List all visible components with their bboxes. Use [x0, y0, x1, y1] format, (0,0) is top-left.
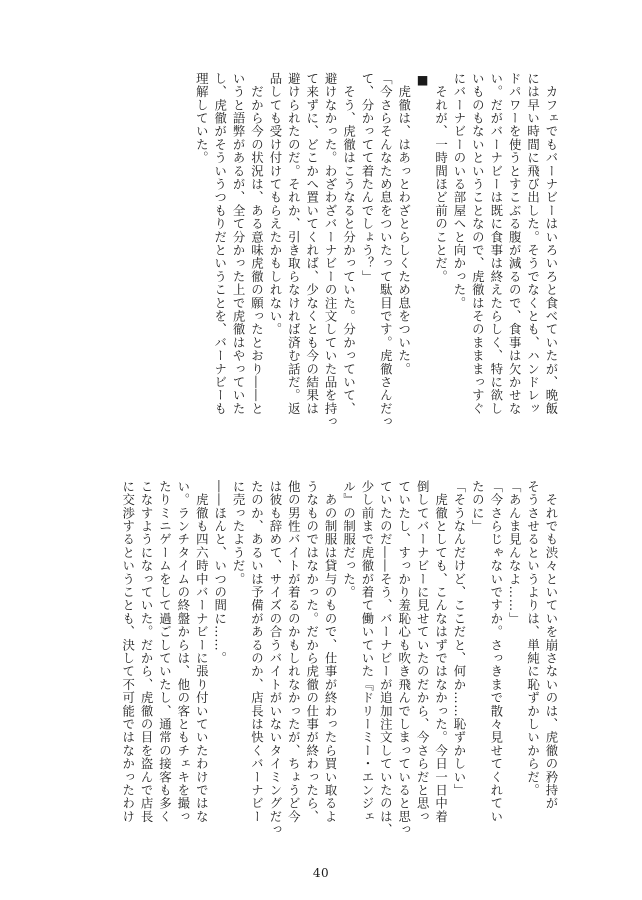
- text-line: に売ったようだ。: [231, 480, 247, 586]
- text-line: 少し前まで虎徹が着て働いていた『ドリーミー・エンジェ: [359, 480, 375, 824]
- text-line: 「今さらそんなため息をついたって駄目です。虎徹さんだっ: [378, 72, 394, 429]
- text-line: 避けなかった。わざわざバーナビーの注文していた品を持っ: [323, 72, 339, 429]
- text-line: たのか、あるいは予備があるのか、店長は快くバーナビー: [249, 480, 265, 824]
- text-line: には早い時間に飛び出した。そうでなくとも、ハンドレッ: [525, 72, 541, 416]
- text-line: て来ずに、どこかへ置いてくれば、少なくとも今の結果は: [304, 72, 320, 416]
- text-line: こなすようになっていた。だから、虎徹の目を盗んで店長: [139, 480, 155, 824]
- text-line: ていたのだ――そう、バーナビーが追加注文していたのは、: [378, 480, 394, 837]
- text-line: そうさせるというよりは、単純に恥ずかしいからだ。: [525, 480, 541, 797]
- text-line: 「今さらじゃないですか。さっきまで散々見せてくれてい: [488, 480, 504, 824]
- page-number: 40: [312, 866, 330, 880]
- text-line: だから今の状況は、ある意味虎徹の願ったとおり――と: [249, 72, 265, 416]
- text-line: 他の男性バイトが着るのかもしれなかったが、ちょうど今: [286, 480, 302, 824]
- text-line: それが、一時間ほど前のことだ。: [433, 72, 449, 284]
- text-line: は彼も辞めて、サイズの合うバイトがいないタイミングだっ: [267, 480, 283, 837]
- text-line: うなものではなかった。だから虎徹の仕事が終わったら、: [304, 480, 320, 824]
- text-line: いうと語弊があるが、全て分かった上で虎徹はやっていた: [231, 72, 247, 416]
- lower-text-block: [100, 480, 560, 852]
- text-line: にバーナビーのいる部屋へと向かった。: [451, 72, 467, 310]
- text-line: 避けられたのだ。それか、引き取らなければ済む話だ。返: [286, 72, 302, 416]
- text-line: に交渉するということも、決して不可能ではなかったわけ: [120, 480, 136, 824]
- text-line: 理解していた。: [194, 72, 210, 165]
- text-line: たりミニゲームをして過ごしていたし、通常の接客も多く: [157, 480, 173, 824]
- text-line: ていたし、すっかり羞恥心も吹き飛んでしまっていると思っ: [396, 480, 412, 837]
- text-line: カフェでもバーナビーはいろいろと食べていたが、晩飯: [544, 72, 559, 416]
- text-line: ――ほんと、いつの間に……。: [212, 480, 228, 665]
- text-line: ル』の制服だった。: [341, 480, 357, 599]
- text-line: ■: [415, 72, 431, 87]
- text-line: 虎徹は、はあっとわざとらしくため息をついた。: [396, 72, 412, 376]
- text-line: ドパワーを使うとすこぶる腹が減るので、食事は欠かせな: [507, 72, 523, 416]
- upper-text-block: [100, 72, 560, 444]
- text-line: 虎徹も四六時中バーナビーに張り付いていたわけではな: [194, 480, 210, 824]
- text-line: 「あんま見んなよ……」: [507, 480, 523, 626]
- text-line: て、分かってて着たんでしょう？」: [359, 72, 375, 284]
- text-line: 品しても受け付けてもらえたかもしれない。: [267, 72, 283, 336]
- text-line: 虎徹としても、こんなはずではなかった。今日一日中着: [433, 480, 449, 824]
- text-line: 倒してバーナビーに見せていたのだから、今さらだと思っ: [415, 480, 431, 824]
- text-line: し、虎徹がそういうつもりだということを、バーナビーも: [212, 72, 228, 416]
- text-line: そう、虎徹はこうなると分かっていた。分かっていて、: [341, 72, 357, 416]
- text-line: あの制服は貸与のもので、仕事が終わったら買い取るよ: [323, 480, 339, 824]
- text-line: たのに」: [470, 480, 486, 533]
- text-line: それでも渋々といていを崩さないのは、虎徹の矜持が: [544, 480, 559, 810]
- text-line: い。ランチタイムの終盤からは、他の客ともチェキを撮っ: [175, 480, 191, 824]
- text-line: い。だがバーナビーは既に食事は終えたらしく、特に欲し: [488, 72, 504, 416]
- text-line: 「そうなんだけど、ここだと、何か……恥ずかしい」: [451, 480, 467, 797]
- text-line: いものもないということなので、虎徹はそのまままっすぐ: [470, 72, 486, 416]
